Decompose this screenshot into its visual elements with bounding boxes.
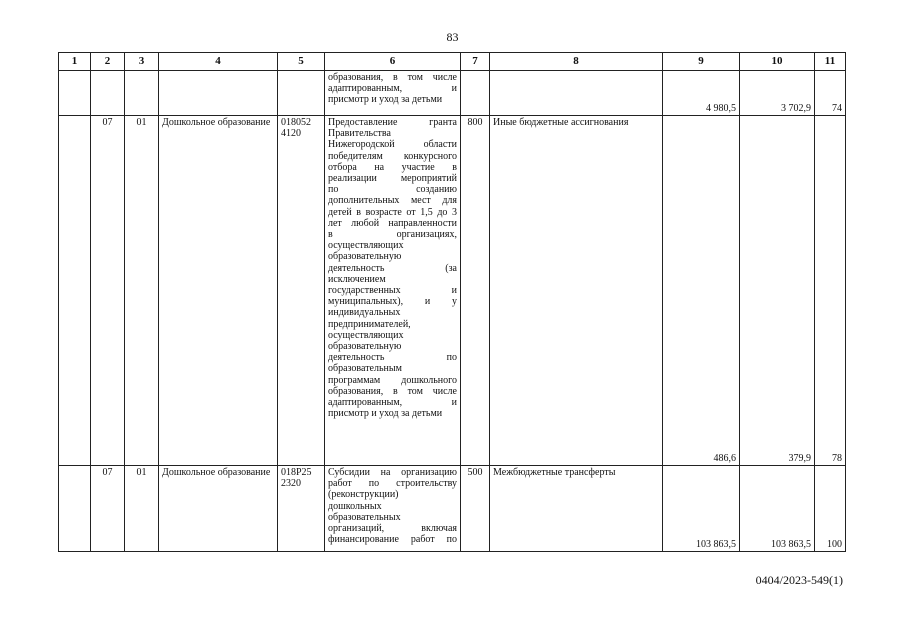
table-row [59, 466, 846, 552]
cell-expense-type [461, 71, 490, 116]
cell-expense-name [490, 71, 663, 116]
table-row [59, 116, 846, 466]
description-line: реализации мероприятий [328, 173, 457, 185]
col-header-10: 10 [740, 53, 815, 71]
cell-value-10: 3 702,9 [740, 71, 815, 116]
cell-value-9: 4 980,5 [663, 71, 740, 116]
cell-name [159, 71, 278, 116]
cell-section: 07 [91, 116, 125, 466]
description-line: осуществляющих [328, 240, 404, 252]
description-line: Предоставление гранта [328, 117, 457, 128]
description-line: программам дошкольного [328, 374, 457, 386]
description-line: дошкольных [328, 500, 382, 512]
col-header-5: 5 [278, 53, 325, 71]
col-header-6: 6 [325, 53, 461, 71]
cell-expense-type: 500 [461, 466, 490, 552]
cell-section [91, 71, 125, 116]
description-line: финансирование работ по [328, 534, 457, 546]
cell-value-10: 103 863,5 [740, 466, 815, 552]
description-line: образования, в том числе [328, 385, 457, 397]
description-line: образовательную [328, 341, 402, 353]
description-line: Нижегородской области [328, 139, 457, 151]
col-header-4: 4 [159, 53, 278, 71]
cell-subsection: 01 [125, 116, 159, 466]
cell-section: 07 [91, 466, 125, 552]
col-header-9: 9 [663, 53, 740, 71]
page-number: 83 [446, 30, 459, 44]
cell-value-11: 100 [815, 466, 846, 552]
description-line: дополнительных мест для [328, 195, 457, 207]
description-line: государственных и [328, 285, 457, 297]
description-line: детей в возрасте от 1,5 до 3 [328, 206, 457, 218]
table-row [59, 71, 846, 116]
cell-description [325, 71, 461, 116]
description-line: Правительства [328, 128, 391, 140]
cell-value-10: 379,9 [740, 116, 815, 466]
description-line: муниципальных), и у [328, 296, 457, 308]
cell-description [325, 466, 461, 552]
description-line: адаптированным, и [328, 83, 457, 95]
cell-index [59, 466, 91, 552]
cell-target-code [278, 71, 325, 116]
cell-target-code: 018Р25 2320 [278, 466, 325, 552]
description-line: деятельность по [328, 352, 457, 364]
cell-name: Дошкольное образование [159, 466, 278, 552]
col-header-2: 2 [91, 53, 125, 71]
cell-expense-type: 800 [461, 116, 490, 466]
document-id: 0404/2023-549(1) [755, 573, 843, 587]
col-header-3: 3 [125, 53, 159, 71]
description-line: образовательных [328, 511, 401, 523]
cell-expense-name: Иные бюджетные ассигнования [490, 116, 663, 466]
description-line: адаптированным, и [328, 397, 457, 409]
cell-name: Дошкольное образование [159, 116, 278, 466]
description-line: Субсидии на организацию [328, 467, 457, 478]
description-line: организаций, включая [328, 523, 457, 535]
header-row [59, 53, 846, 71]
description-line: образовательную [328, 251, 402, 263]
description-line: лет любой направленности [328, 217, 457, 229]
cell-subsection [125, 71, 159, 116]
col-header-1: 1 [59, 53, 91, 71]
description-line: деятельность (за [328, 262, 457, 274]
cell-value-9: 103 863,5 [663, 466, 740, 552]
cell-subsection: 01 [125, 466, 159, 552]
description-line: осуществляющих [328, 329, 404, 341]
description-line: предпринимателей, [328, 318, 411, 330]
cell-index [59, 116, 91, 466]
description-line: индивидуальных [328, 307, 401, 319]
cell-value-11: 74 [815, 71, 846, 116]
description-line: исключением [328, 273, 386, 285]
description-line: образования, в том числе [328, 72, 457, 83]
col-header-8: 8 [490, 53, 663, 71]
cell-value-9: 486,6 [663, 116, 740, 466]
cell-expense-name: Межбюджетные трансферты [490, 466, 663, 552]
col-header-11: 11 [815, 53, 846, 71]
description-line: работ по строительству [328, 478, 457, 490]
cell-target-code: 018052 4120 [278, 116, 325, 466]
col-header-7: 7 [461, 53, 490, 71]
description-line: (реконструкции) [328, 489, 399, 501]
description-line: победителям конкурсного [328, 150, 457, 162]
cell-value-11: 78 [815, 116, 846, 466]
cell-description [325, 116, 461, 466]
description-line: отбора на участие в [328, 161, 457, 173]
description-line: по созданию [328, 184, 457, 196]
cell-index [59, 71, 91, 116]
description-line: образовательным [328, 363, 402, 375]
budget-table [58, 52, 846, 552]
description-line: присмотр и уход за детьми [328, 408, 443, 420]
description-line: в организациях, [328, 229, 457, 241]
description-line: присмотр и уход за детьми [328, 94, 443, 106]
